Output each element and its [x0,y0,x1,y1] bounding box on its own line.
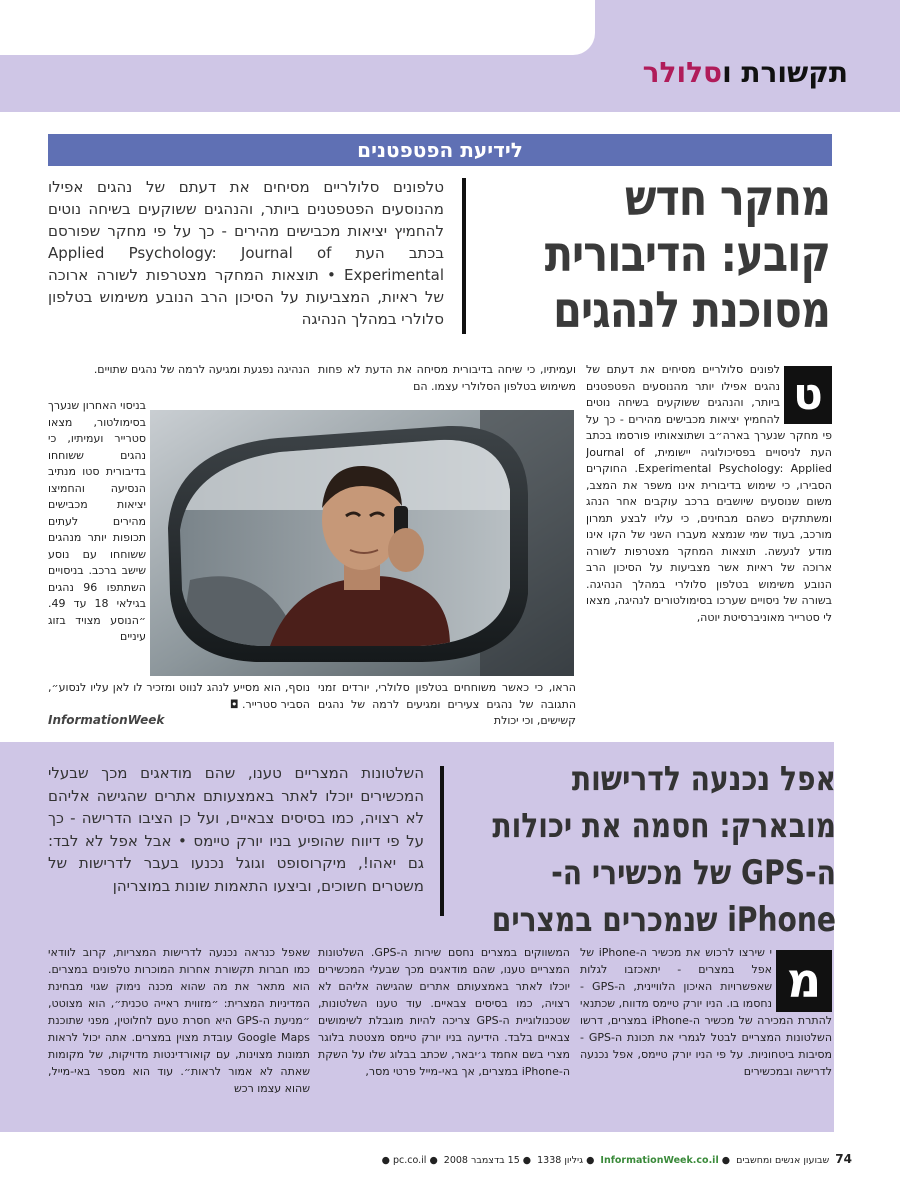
article2-divider [440,766,444,916]
article1-column-3-top: הנהיגה נפגעת ומגיעה לרמה של נהגים שתויים. [93,363,310,376]
article2-deck: השלטונות המצריים טענו, שהם מודאגים מכך שבעלי המכשירים יוכלו לאתר באמצעותם אתרים שהגישה אליהם לא רצויה, כמו בסיסים צבאיים, ועל כן הציבו הדרישה - כך על פי דיווח שהופיע בניו יורק טיימס • אבל אפל לא לבד: גם יאהו!, מיקרוסופט וגוגל נכנעו בעבר לדרישות של משטרים חשוכים, וביצעו התאמות שונות במוצריהן [48,764,424,895]
article1-column-3-bottom: נוסף, הוא מסייע לנהג לנווט ומזכיר לו לאן עליו לנסוע״, הסביר סטרייר. ◘ [48,681,310,711]
article1-column-1 [586,362,832,728]
article1-column-2-top: ועמיתיו, כי שיחה בדיבורית מסיחה את הדעת לא פחות משימוש בטלפון הסלולרי עצמו. הם [318,363,576,393]
article1-deck: טלפונים סלולריים מסיחים את דעתם של נהגים אפילו מהנוסעים הפטפטנים ביותר, והנהגים ששוקעים בשיחה נוטים להחמיץ יציאות מכבישים מהירים - כך על פי מחקר שפורסם בכתב העת Applied Psychology: Journal of Experimental • תוצאות המחקר מצטרפות לשורה ארוכה של ראיות, המצביעות על הסיכון הרב הנובע משימוש בטלפון סלולרי במהלך הנהיגה [48,178,445,328]
article1-dropcap: ט [784,366,832,424]
article2-column-2: המשווקים במצרים נחסם שירות ה-GPS. השלטונות המצריים טענו, שהם מודאגים מכך שבעלי המכשירים יוכלו לאתר באמצעותם אתרים שהגישה אליהם לא רצויה, כמו בסיסים צבאיים. עוד טענו השלטונות, שטכנולוגיית ה-GPS צריכה להיות מוגבלת לשימושים צבאיים בלבד. הידיעה בניו יורק טיימס מצטטת בלוגר מצרי בשם אחמד ג׳יבאר, שכתב בבלוג שלו על השקת ה-iPhone במצרים, אך באי-מייל פרטי מסר, [318,946,570,1078]
dropcap-space [780,362,832,426]
footer-issue: גיליון 1338 [537,1155,584,1166]
footer-magazine: שבועון אנשים ומחשבים [736,1155,830,1166]
article-photo-side-mirror [150,410,574,676]
page-number: 74 [835,1152,852,1166]
article1-column-3-wrap: בניסוי האחרון שנערך בסימולטור, מצאו סטרייר ועמיתיו, כי נהגים ששוחחו בדיבורית סטו מנתיב הנסיעה והחמיצו יציאות מכבישים מהירים לעתים תכופות יותר מנהגים ששוחחו עם נוסע שישב ברכב. בניסויים השתתפו 96 נהגים בגילאי 18 עד 49. ״הנוסע מצויד בזוג עיניים [48,399,146,643]
article2-column-3: שאפל כנראה נכנעה לדרישות המצריות, קרוב לוודאי כמו חברות תקשורת אחרות המוכרות טלפונים במצרים. הוא מתאר את מה שהוא מכנה נימוק שגוי מבחינת המדיניות המצרית: ״מזווית ראייה טכנית״, הוא מצוטט, ״מניעת ה-GPS היא חסרת טעם לחלוטין, מפני שתוכנת Google Maps עובדת מצוין במצרים. אתה יכול לראות תמונות מצוינות, עם קואורדינטות מדויקות, של מקומות שאתה לא אמור לראות״. עוד הוא מספר באי-מייל, שהוא עצמו רכש [48,946,310,1095]
side-mirror-illustration [150,410,574,676]
article2-dropcap: מ [776,950,832,1012]
footer-url: pc.co.il [392,1155,427,1166]
article1-headline: מחקר חדש קובע: הדיבורית מסוכנת לנהגים [544,169,830,339]
article1-kicker: לידיעת הפטפטנים [48,134,832,166]
footer-site: InformationWeek.co.il [600,1155,719,1166]
page-footer: 74 שבועון אנשים ומחשבים ● InformationWeek.co.il ● גיליון 1338 ● 15 בדצמבר 2008 ● pc.co.il ● [381,1152,852,1166]
article2-column-1 [580,944,832,1128]
article2-column-1-text: י שירצו לרכוש את מכשיר ה-iPhone של אפל במצרים - יתאכזבו לגלות שאפשרויות האיכון הלוויינית, ה-GPS - נחסמו בו. הניו יורק טיימס מדווח, שכתנאי להתרת המכירה של מכשיר ה-iPhone במצרים, דרשו השלטונות המצריים לבטל לגמרי את תכונת ה-GPS - מסיבות ביטחוניות. על פי הניו יורק טיימס, אפל נכנעה לדרישה ובמכשירים [580,946,832,1078]
section-title-part2: סלולר [642,56,723,89]
article1-column-1-text: לפונים סלולריים מסיחים את דעתם של נהגים אפילו יותר מהנוסעים הפטפטנים ביותר, והנהגים ששוקעים בשיחה נוטים להחמיץ יציאות מכבישים מהירים - כך על פי מחקר שנערך בארה״ב ושתוצאותיו פורסמו בכתב העת לניסויים בפסיכולוגיה יישומית, Journal of Experimental Psychology: Applied. החוקרים הסבירו, כי שימוש בדיבורית אינו משפר את המצב, משום שנוסעים שיושבים ברכב עוקבים אחר הנהג ומשתתקים כשהם מבחינים, כי עליו לבצע תמרון מורכב, בעוד שמי שנמצא מעברו השני של הקו אינו מודע לנעשה. תוצאות המחקר מצטרפות לשורה ארוכה של ראיות אשר מצביעות על הסיכון הרב הנובע משימוש בטלפון סלולרי במהלך הנהיגה. בשורה של ניסויים שערכו בסימולטורים לנהיגה, מצאו לי סטרייר מאוניברסיטת יוטה, [586,363,832,624]
article1-divider [462,178,466,334]
dropcap-space-2 [772,944,832,1012]
section-title-part1: תקשורת ו [722,56,848,89]
section-title [643,56,848,96]
article1-column-2-bottom: הראו, כי כאשר משוחחים בטלפון סלולרי, יורדים זמני התגובה של נהגים צעירים ומגיעים לרמה של נהגים קשישים, וכי יכולת [318,681,576,727]
header-cutout [0,0,595,55]
footer-date: 15 בדצמבר 2008 [443,1155,520,1166]
article2-headline: אפל נכנעה לדרישות מובארק: חסמה את יכולות ה-GPS של מכשירי ה-iPhone שנמכרים במצרים [491,759,836,940]
informationweek-logo: InformationWeek [48,713,165,727]
